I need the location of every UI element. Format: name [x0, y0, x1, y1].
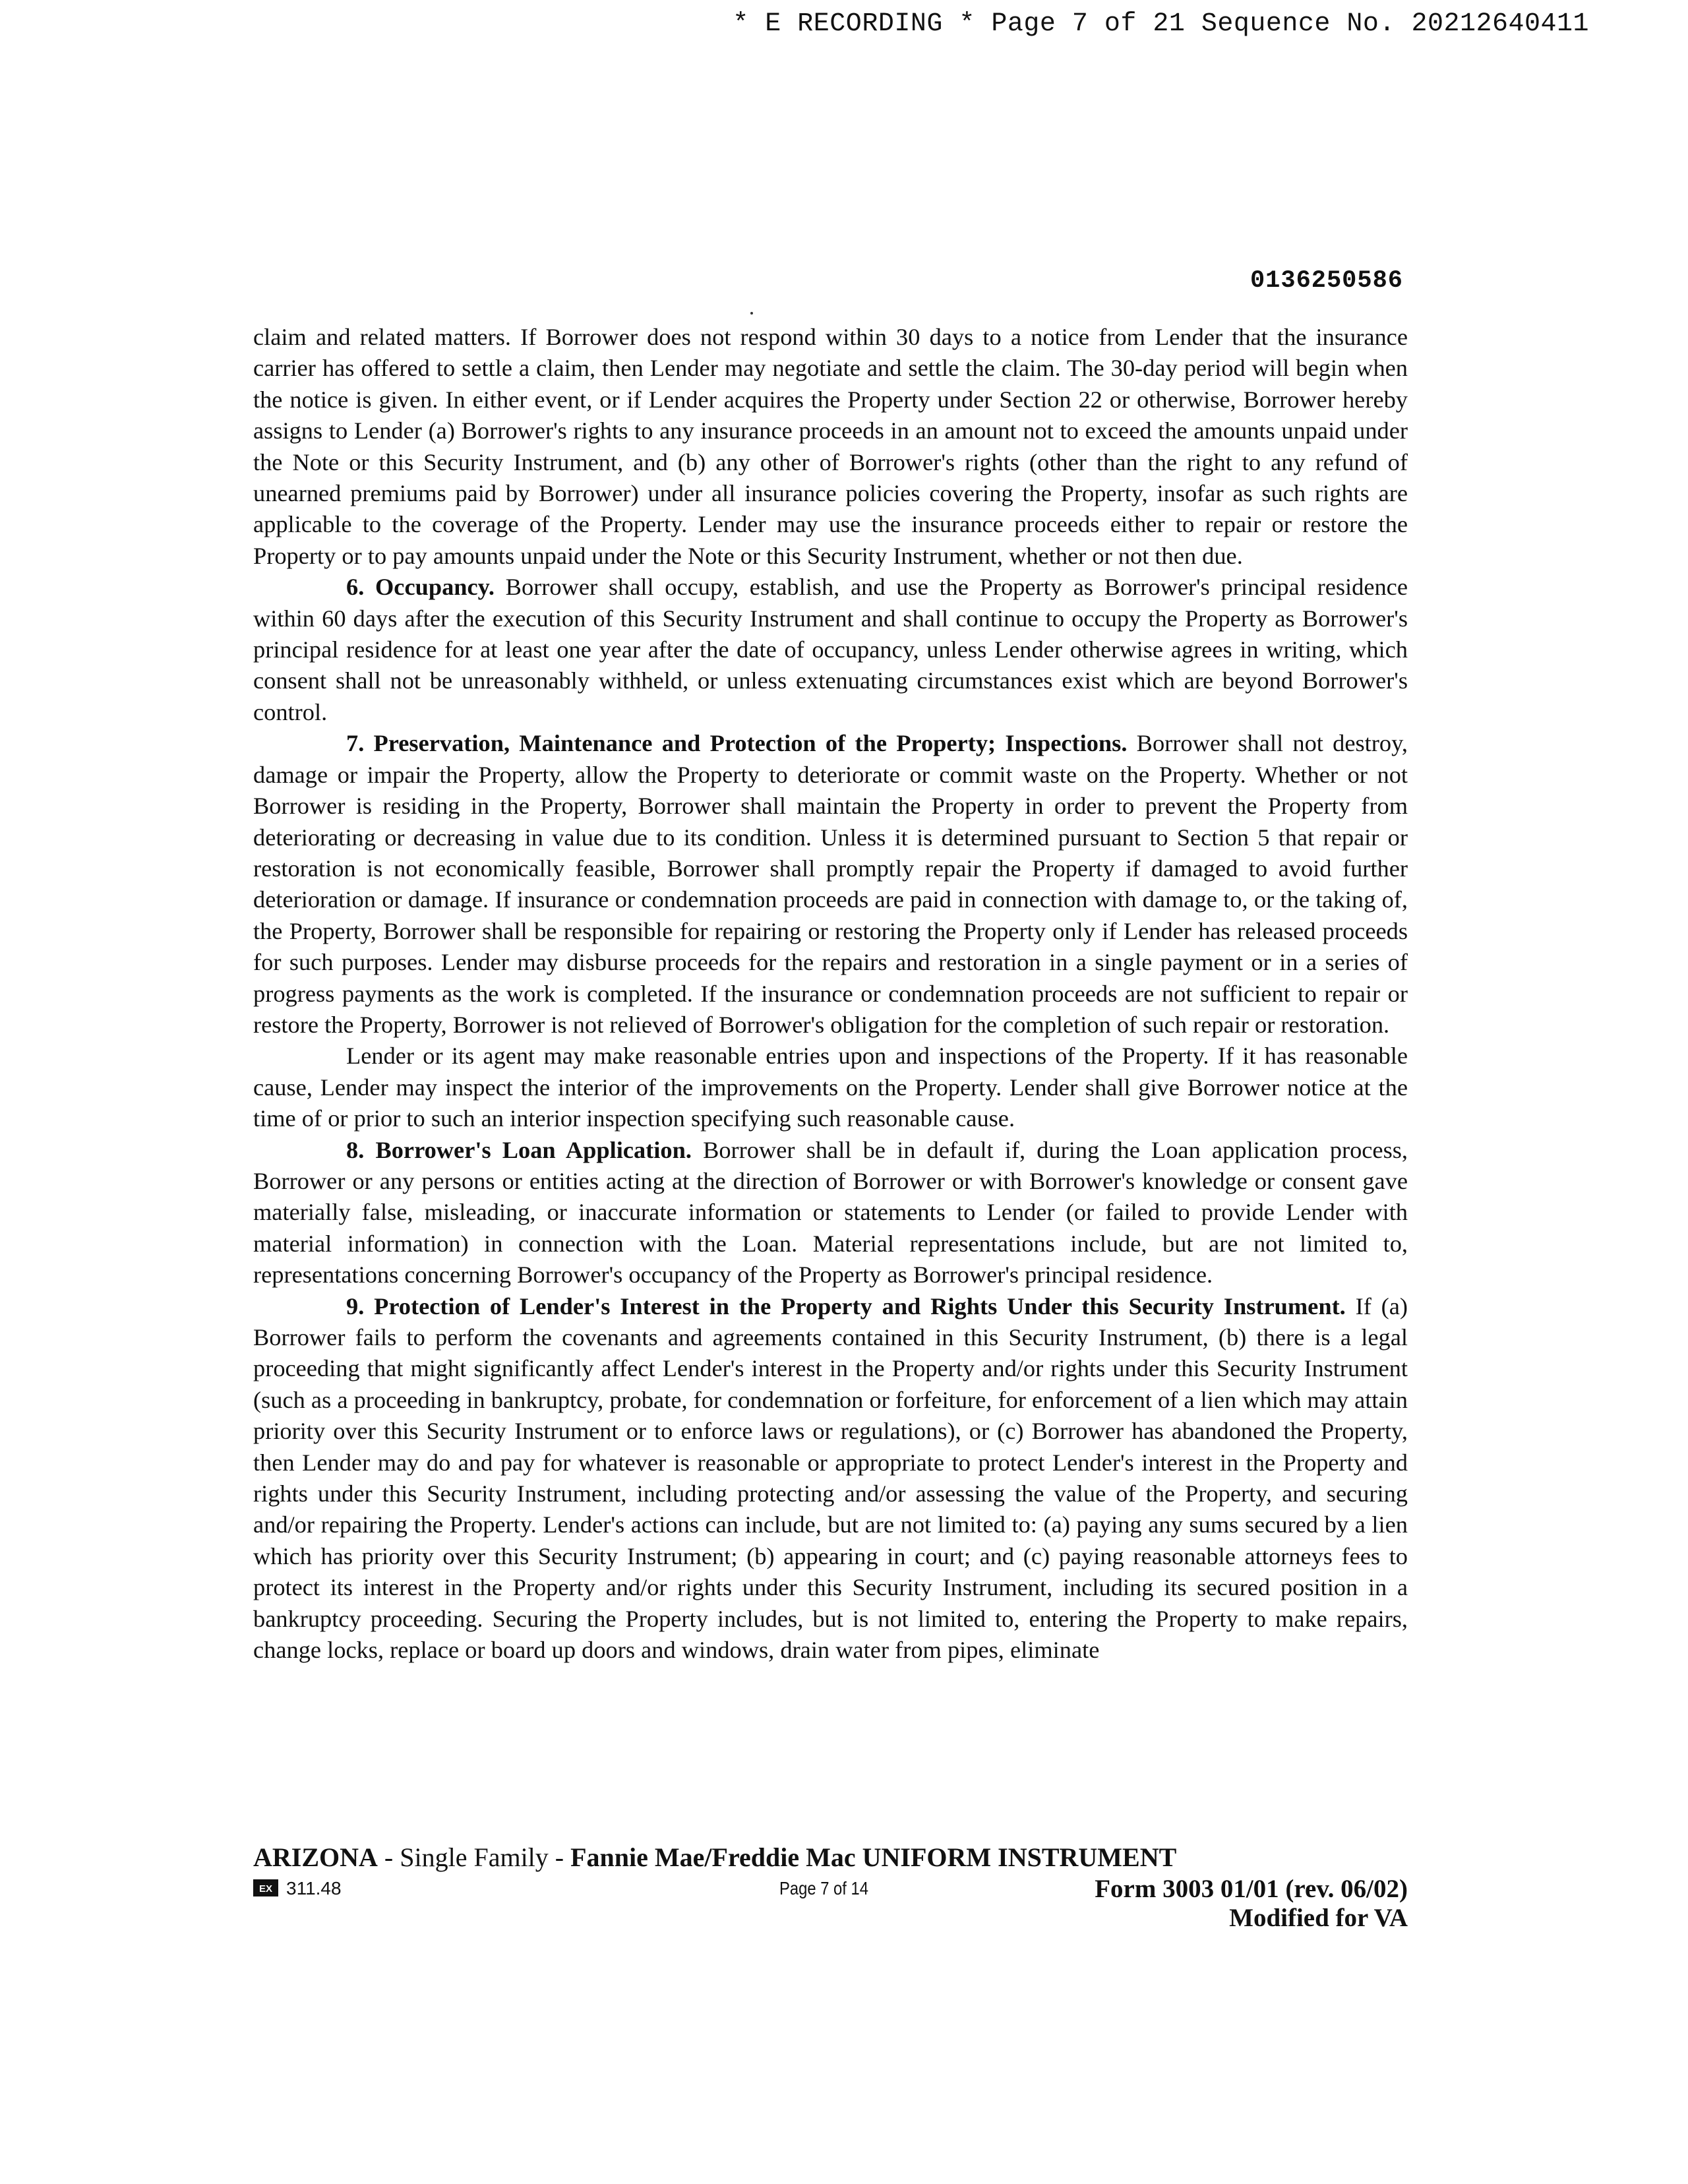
paragraph-text: Borrower shall be in default if, during the Loan application process, Borrower or any persons or entities acting at the direction of Borrower or with Borrower's knowledge or consent gave materially false, misleading, or inaccurate information or statements to Lender (or failed to provide Lender with material information) in connection with the Loan. Material representations include, but are not limited to, representations concerning Borrower's occupancy of the Property as Borrower's principal residence.	[253, 1136, 1408, 1289]
ex-logo-icon	[253, 1879, 278, 1896]
section-6-occupancy	[253, 572, 1408, 728]
footer-details	[253, 1874, 1408, 1932]
paragraph-continuation	[253, 322, 1408, 572]
form-code	[253, 1878, 342, 1899]
form-code-number: 311.48	[286, 1878, 342, 1898]
section-8-loan-application	[253, 1135, 1408, 1291]
scan-speck	[750, 312, 753, 315]
footer-instrument: Fannie Mae/Freddie Mac UNIFORM INSTRUMENT	[570, 1842, 1177, 1872]
paragraph-text: Borrower shall occupy, establish, and use the Property as Borrower's principal residence within 60 days after the execution of this Security Instrument and shall continue to occupy the Property as Borrower's principal residence for at least one year after the date of occupancy, unless Lender otherwise agrees in writing, which consent shall not be unreasonably withheld, or unless extenuating circumstances exist which are beyond Borrower's control.	[253, 574, 1408, 725]
footer-state: ARIZONA	[253, 1842, 378, 1872]
paragraph-text: Lender or its agent may make reasonable entries upon and inspections of the Property. If it has reasonable cause, Lender may inspect the interior of the improvements on the Property. Lender shall give Borrower notice at the time of or prior to such an interior inspection specifying such reasonable cause.	[253, 1043, 1408, 1132]
paragraph-text: Borrower shall not destroy, damage or impair the Property, allow the Property to deteriorate or commit waste on the Property. Whether or not Borrower is residing in the Property, Borrower shall maintain the Property in order to prevent the Property from deteriorating or decreasing in value due to its condition. Unless it is determined pursuant to Section 5 that repair or restoration is not economically feasible, Borrower shall promptly repair the Property if damaged to avoid further deterioration or damage. If insurance or condemnation proceeds are paid in connection with damage to, or the taking of, the Property, Borrower shall be responsible for repairing or restoring the Property only if Lender has released proceeds for such purposes. Lender may disburse proceeds for the repairs and restoration in a single payment or in a series of progress payments as the work is completed. If the insurance or condemnation proceeds are not sufficient to repair or restore the Property, Borrower is not relieved of Borrower's obligation for the completion of such repair or restoration.	[253, 730, 1408, 1038]
section-heading: 7. Preservation, Maintenance and Protection of the Property; Inspections.	[346, 730, 1128, 757]
svg-text:EX: EX	[258, 1883, 273, 1895]
page-number: Page 7 of 14	[779, 1878, 868, 1898]
section-heading: 9. Protection of Lender's Interest in the Property and Rights Under this Security Instrument.	[346, 1292, 1346, 1320]
section-7-inspections	[253, 1041, 1408, 1134]
footer-title	[253, 1842, 1408, 1873]
form-number: Form 3003 01/01 (rev. 06/02)	[1095, 1875, 1408, 1903]
recording-stamp: * E RECORDING * Page 7 of 21 Sequence No. 20212640411	[733, 9, 1589, 39]
section-9-protection	[253, 1291, 1408, 1666]
modified-note: Modified for VA	[1229, 1904, 1408, 1932]
paragraph-text: claim and related matters. If Borrower does not respond within 30 days to a notice from Lender that the insurance carrier has offered to settle a claim, then Lender may negotiate and settle the claim. The 30-day period will begin when the notice is given. In either event, or if Lender acquires the Property under Section 22 or otherwise, Borrower hereby assigns to Lender (a) Borrower's rights to any insurance proceeds in an amount not to exceed the amounts unpaid under the Note or this Security Instrument, and (b) any other of Borrower's rights (other than the right to any refund of unearned premiums paid by Borrower) under all insurance policies covering the Property, insofar as such rights are applicable to the coverage of the Property. Lender may use the insurance proceeds either to repair or restore the Property or to pay amounts unpaid under the Note or this Security Instrument, whether or not then due.	[253, 324, 1408, 569]
document-body	[253, 322, 1408, 1666]
section-heading: 8. Borrower's Loan Application.	[346, 1136, 692, 1163]
paragraph-text: If (a) Borrower fails to perform the covenants and agreements contained in this Security Instrument, (b) there is a legal proceeding that might significantly affect Lender's interest in the Property and/or rights under this Security Instrument (such as a proceeding in bankruptcy, probate, for condemnation or forfeiture, for enforcement of a lien which may attain priority over this Security Instrument or to enforce laws or regulations), or (c) Borrower has abandoned the Property, then Lender may do and pay for whatever is reasonable or appropriate to protect Lender's interest in the Property and rights under this Security Instrument, including protecting and/or assessing the value of the Property, and securing and/or repairing the Property. Lender's actions can include, but are not limited to: (a) paying any sums secured by a lien which has priority over this Security Instrument; (b) appearing in court; and (c) paying reasonable attorneys fees to protect its interest in the Property and/or rights under this Security Instrument, including its secured position in a bankruptcy proceeding. Securing the Property includes, but is not limited to, entering the Property to make repairs, change locks, replace or board up doors and windows, drain water from pipes, eliminate	[253, 1292, 1408, 1664]
loan-number: 0136250586	[1250, 267, 1403, 295]
footer-separator: - Single Family -	[377, 1842, 571, 1872]
section-7-preservation	[253, 728, 1408, 1041]
section-heading: 6. Occupancy.	[346, 574, 495, 601]
